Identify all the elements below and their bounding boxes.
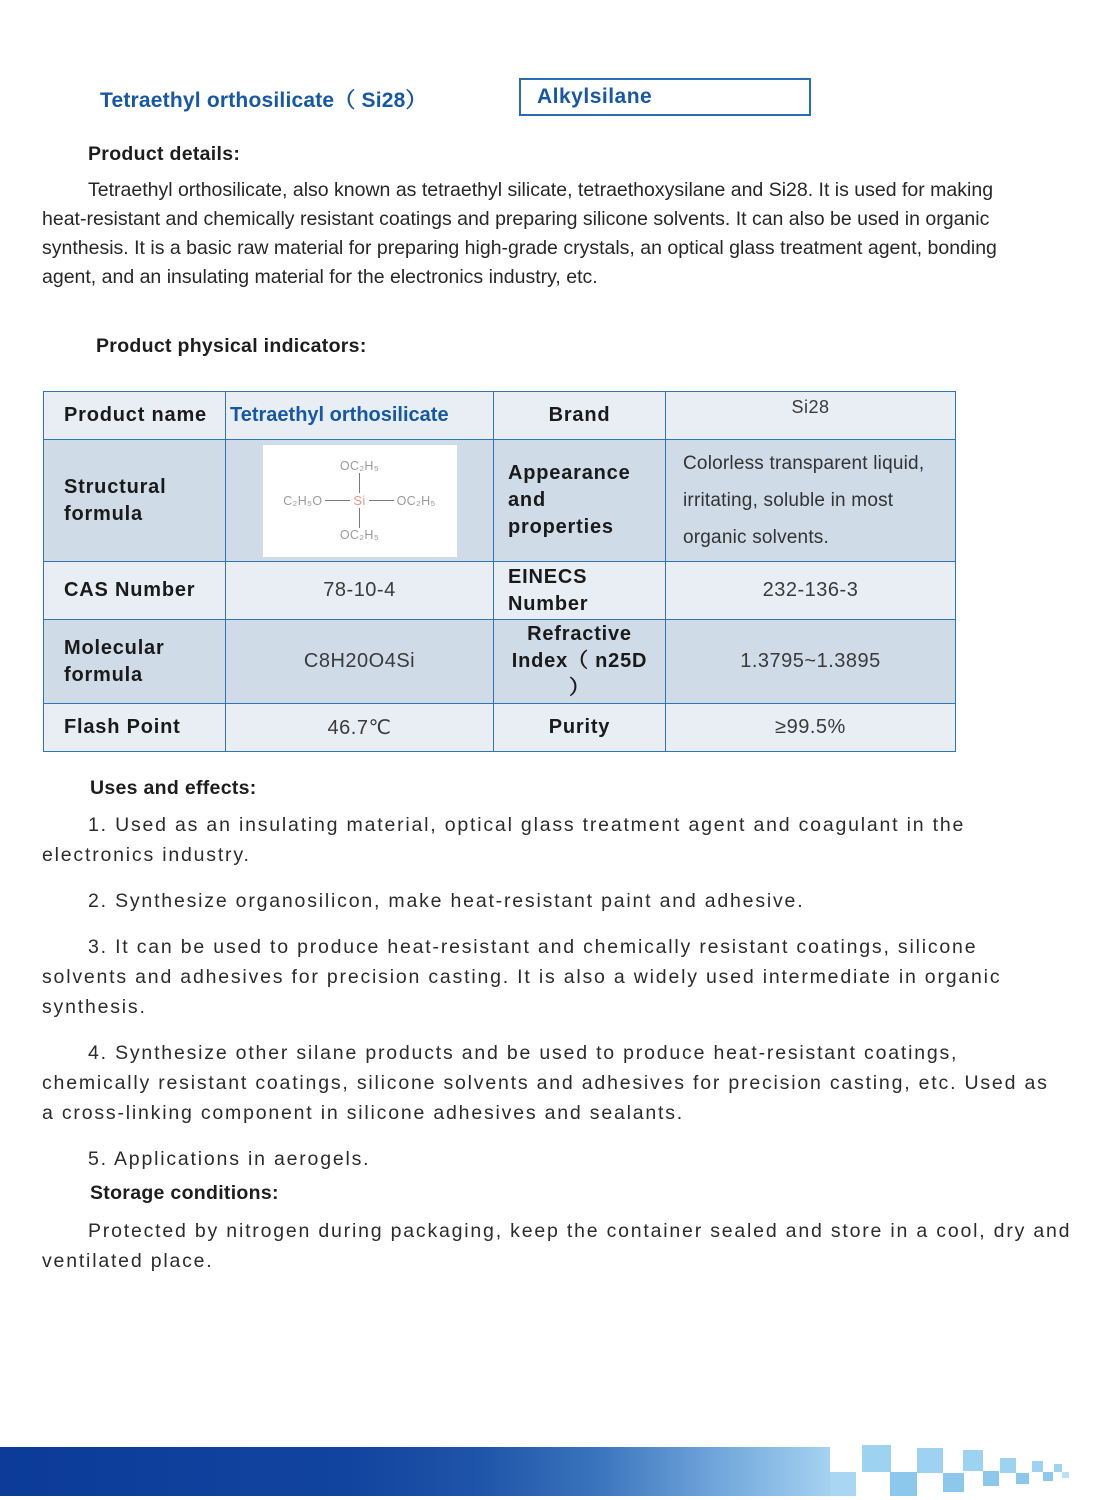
footer-pixel-square (1043, 1472, 1053, 1481)
appearance-label: Appearance and properties (494, 440, 666, 562)
uses-item-3: 3. It can be used to produce heat-resistant and chemically resistant coatings, silicone solvents and adhesives for precision casting. It is also a widely used intermediate in organic synthesis. (42, 936, 1002, 1018)
table-row (44, 704, 956, 752)
structure-si-atom: Si (353, 493, 366, 508)
footer-pixel-square (943, 1473, 964, 1492)
purity-value: ≥99.5% (666, 704, 956, 752)
footer-pixel-square (862, 1445, 891, 1472)
storage-heading: Storage conditions: (90, 1182, 279, 1204)
category-badge (519, 78, 811, 116)
footer-pixel-square (890, 1472, 917, 1496)
physical-indicators-table (43, 391, 956, 752)
product-name-value: Tetraethyl orthosilicate (226, 392, 494, 440)
table-row (44, 392, 956, 440)
footer-pixel-square (1032, 1461, 1043, 1472)
footer-pixel-square (1054, 1464, 1062, 1472)
uses-item-1: 1. Used as an insulating material, optical glass treatment agent and coagulant in the electronics industry. (42, 814, 966, 866)
footer-pixel-square (1062, 1472, 1069, 1478)
uses-item-2: 2. Synthesize organosilicon, make heat-resistant paint and adhesive. (88, 890, 805, 912)
brand-label: Brand (494, 392, 666, 440)
cas-number-value: 78-10-4 (226, 562, 494, 620)
molecular-formula-label: Molecular formula (44, 620, 226, 704)
uses-list (42, 810, 1050, 1190)
structure-bond-line (359, 508, 360, 528)
cas-number-label: CAS Number (44, 562, 226, 620)
flash-point-label: Flash Point (44, 704, 226, 752)
structural-formula-cell (226, 440, 494, 562)
footer-pixel-square (917, 1448, 943, 1473)
product-details-body: Tetraethyl orthosilicate, also known as tetraethyl silicate, tetraethoxysilane and Si28. It is used for making heat-resistant and chemically resistant coatings and preparing silicone solvents. It can also be used in organic synthesis. It is a basic raw material for preparing high-grade crystals, an optical glass treatment agent, bonding agent, and an insulating material for the electronics industry, etc. (42, 179, 997, 288)
flash-point-value: 46.7℃ (226, 704, 494, 752)
footer-pixel-square (963, 1450, 983, 1471)
einecs-number-label: EINECS Number (494, 562, 666, 620)
refractive-index-value: 1.3795~1.3895 (666, 620, 956, 704)
structure-top-group: OC₂H₅ (339, 459, 380, 473)
structure-right-group: OC₂H₅ (396, 493, 436, 508)
uses-item-5: 5. Applications in aerogels. (88, 1148, 371, 1170)
storage-body: Protected by nitrogen during packaging, keep the container sealed and store in a cool, dry and ventilated place. (42, 1220, 1072, 1272)
product-details-heading: Product details: (88, 143, 241, 165)
structure-bond-line (325, 500, 350, 501)
footer-pixel-square (1016, 1473, 1029, 1484)
structure-bond-line (369, 500, 394, 501)
footer-pixel-square (983, 1471, 999, 1486)
physical-indicators-heading: Product physical indicators: (96, 335, 367, 357)
structural-formula-label: Structural formula (44, 440, 226, 562)
purity-label: Purity (494, 704, 666, 752)
structure-bottom-group: OC₂H₅ (339, 528, 380, 542)
table-row (44, 562, 956, 620)
category-badge-label: Alkylsilane (537, 85, 653, 108)
molecular-formula-value: C8H20O4Si (226, 620, 494, 704)
footer-pixel-square (830, 1472, 856, 1496)
appearance-value: Colorless transparent liquid, irritating, soluble in most organic solvents. (666, 440, 956, 562)
structural-formula-diagram (263, 445, 457, 557)
einecs-number-value: 232-136-3 (666, 562, 956, 620)
uses-item-4: 4. Synthesize other silane products and be used to produce heat-resistant coatings, chemically resistant coatings, silicone solvents and adhesives for precision casting, etc. Used as a cross-linking component in silicone adhesives and sealants. (42, 1042, 1049, 1124)
structure-bond-line (359, 473, 360, 493)
footer-gradient-bar (0, 1447, 830, 1496)
structure-left-group: C₂H₅O (283, 493, 323, 508)
table-row (44, 620, 956, 704)
table-row (44, 440, 956, 562)
uses-heading: Uses and effects: (90, 777, 257, 799)
refractive-index-label: Refractive Index（ n25D ） (494, 620, 666, 704)
page-title: Tetraethyl orthosilicate（ Si28） (100, 89, 427, 112)
footer-pixel-square (1000, 1458, 1016, 1473)
product-name-label: Product name (44, 392, 226, 440)
brand-value: Si28 (666, 392, 956, 440)
